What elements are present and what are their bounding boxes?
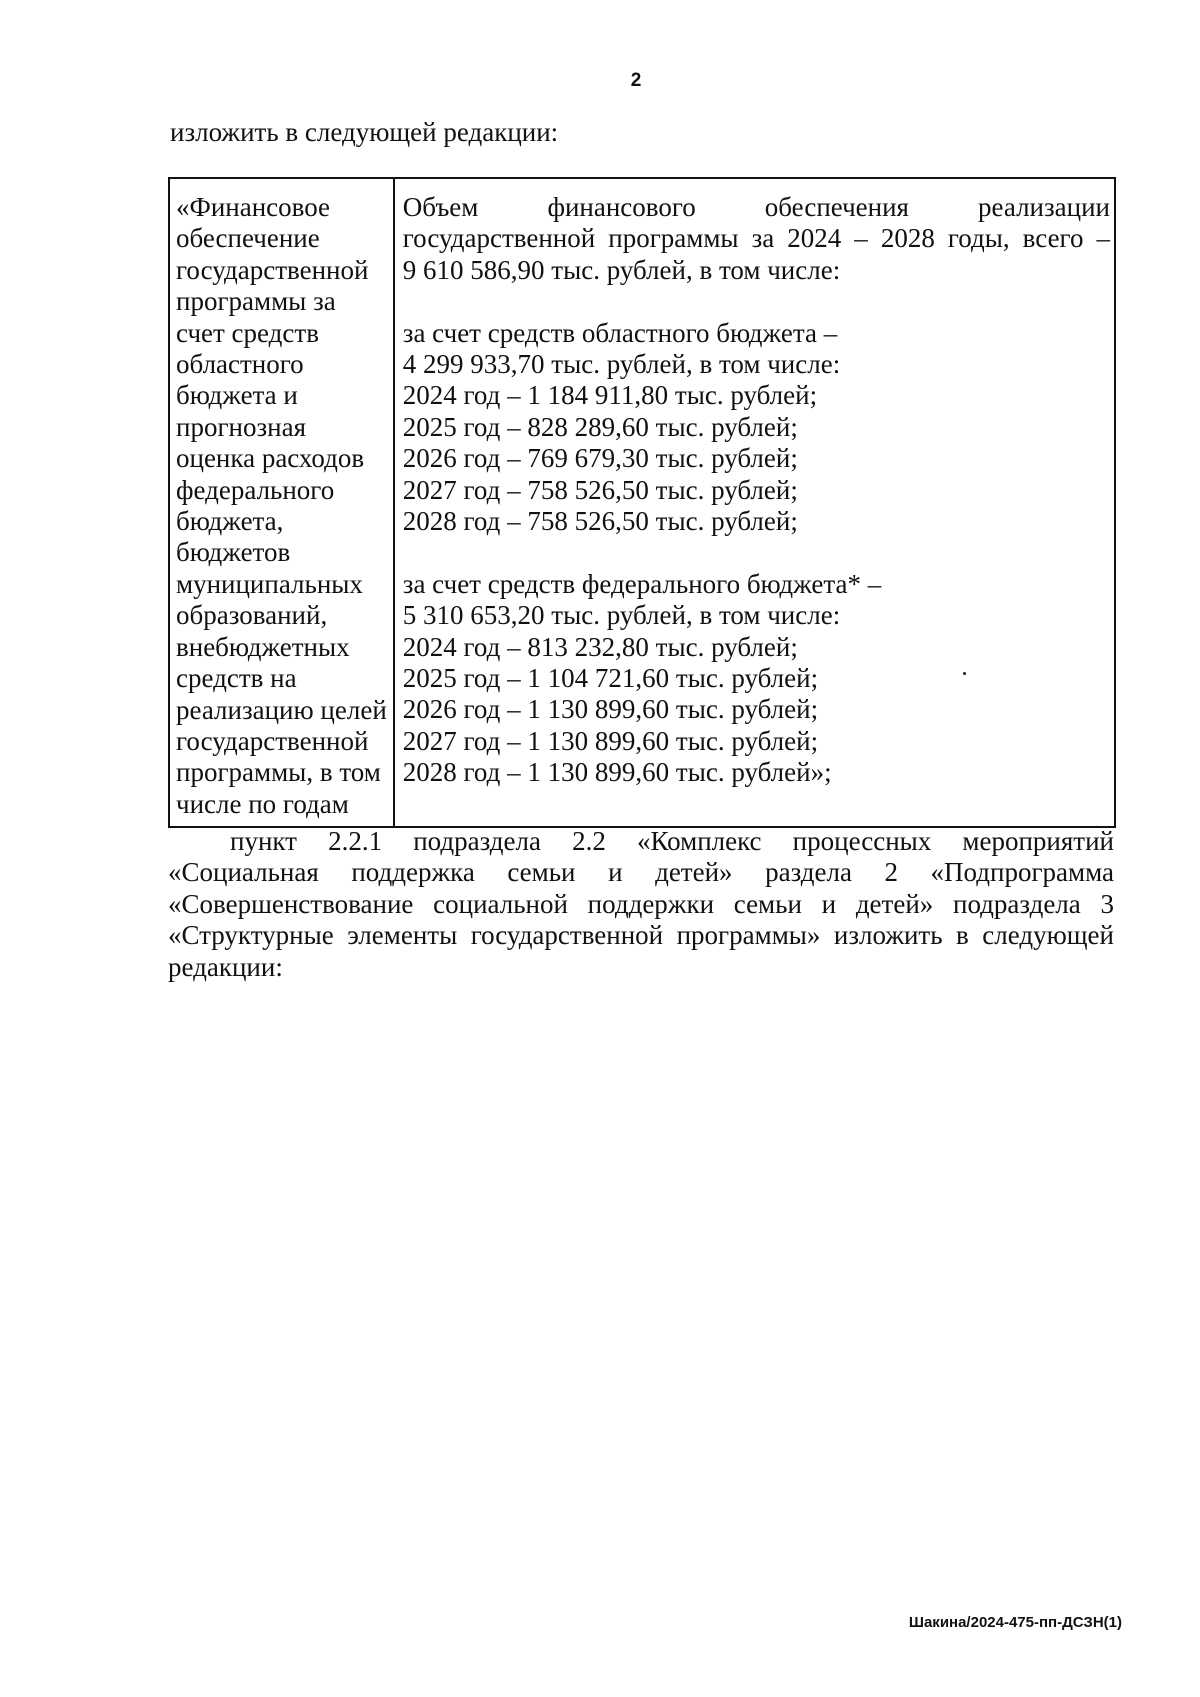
label-line: реализацию целей bbox=[176, 694, 387, 725]
federal-year-line: 2028 год – 1 130 899,60 тыс. рублей»; bbox=[402, 757, 832, 788]
page-number: 2 bbox=[630, 70, 642, 91]
label-line: бюджетов bbox=[176, 537, 291, 568]
document-reference: Шакина/2024-475-пп-ДСЗН(1) bbox=[908, 1614, 1122, 1631]
label-line: программы за bbox=[176, 286, 336, 317]
label-line: обеспечение bbox=[176, 223, 320, 254]
label-line: «Финансовое bbox=[176, 192, 331, 222]
label-line: прогнозная bbox=[176, 411, 306, 442]
paragraph-line: «Социальная поддержка семьи и детей» раздела 2 «Подпрограмма bbox=[168, 857, 1114, 888]
label-line: счет средств bbox=[176, 317, 319, 348]
label-line: областного bbox=[176, 349, 304, 380]
spacer bbox=[403, 537, 1110, 568]
total-line: Объем финансового обеспечения реализации bbox=[402, 192, 1110, 222]
regional-year-line: 2024 год – 1 184 911,80 тыс. рублей; bbox=[402, 380, 818, 411]
intro-text: изложить в следующей редакции: bbox=[170, 117, 559, 147]
paragraph-line: пункт 2.2.1 подраздела 2.2 «Комплекс процессных мероприятий bbox=[230, 826, 1114, 856]
scan-speck bbox=[963, 672, 966, 675]
label-line: муниципальных bbox=[176, 568, 363, 599]
paragraph-line: «Совершенствование социальной поддержки семьи и детей» подраздела 3 bbox=[168, 888, 1114, 919]
total-line: государственной программы за 2024 – 2028 годы, всего – bbox=[402, 223, 1110, 254]
label-line: государственной bbox=[176, 725, 369, 756]
federal-heading: за счет средств федерального бюджета* – bbox=[402, 568, 882, 599]
label-line: бюджета, bbox=[176, 506, 284, 537]
regional-heading: за счет средств областного бюджета – bbox=[402, 317, 838, 348]
regional-year-line: 2025 год – 828 289,60 тыс. рублей; bbox=[402, 411, 798, 442]
federal-year-line: 2025 год – 1 104 721,60 тыс. рублей; bbox=[402, 663, 819, 694]
federal-year-line: 2027 год – 1 130 899,60 тыс. рублей; bbox=[402, 725, 819, 756]
regional-year-line: 2027 год – 758 526,50 тыс. рублей; bbox=[402, 474, 798, 505]
financing-values-cell bbox=[394, 178, 1115, 827]
regional-year-line: 2026 год – 769 679,30 тыс. рублей; bbox=[402, 443, 798, 474]
table-row bbox=[169, 178, 1115, 827]
label-line: федерального bbox=[176, 474, 335, 505]
label-line: оценка расходов bbox=[176, 443, 365, 474]
label-line: бюджета и bbox=[176, 380, 298, 411]
label-line: числе по годам bbox=[176, 788, 349, 819]
label-line: внебюджетных bbox=[176, 631, 350, 662]
federal-year-line: 2026 год – 1 130 899,60 тыс. рублей; bbox=[402, 694, 819, 725]
financing-label-cell bbox=[169, 178, 394, 827]
federal-amount: 5 310 653,20 тыс. рублей, в том числе: bbox=[402, 600, 841, 631]
regional-amount: 4 299 933,70 тыс. рублей, в том числе: bbox=[402, 349, 841, 380]
total-amount: 9 610 586,90 тыс. рублей, в том числе: bbox=[402, 254, 841, 285]
label-line: программы, в том bbox=[176, 757, 381, 788]
label-line: образований, bbox=[176, 600, 328, 631]
financing-table bbox=[168, 177, 1116, 828]
federal-year-line: 2024 год – 813 232,80 тыс. рублей; bbox=[402, 631, 798, 662]
amendment-paragraph bbox=[168, 826, 1114, 983]
paragraph-line: редакции: bbox=[168, 951, 283, 982]
label-line: государственной bbox=[176, 254, 369, 285]
regional-year-line: 2028 год – 758 526,50 тыс. рублей; bbox=[402, 506, 798, 537]
spacer bbox=[403, 286, 1110, 317]
paragraph-line: «Структурные элементы государственной программы» изложить в следующей bbox=[168, 920, 1114, 951]
label-line: средств на bbox=[176, 663, 297, 694]
